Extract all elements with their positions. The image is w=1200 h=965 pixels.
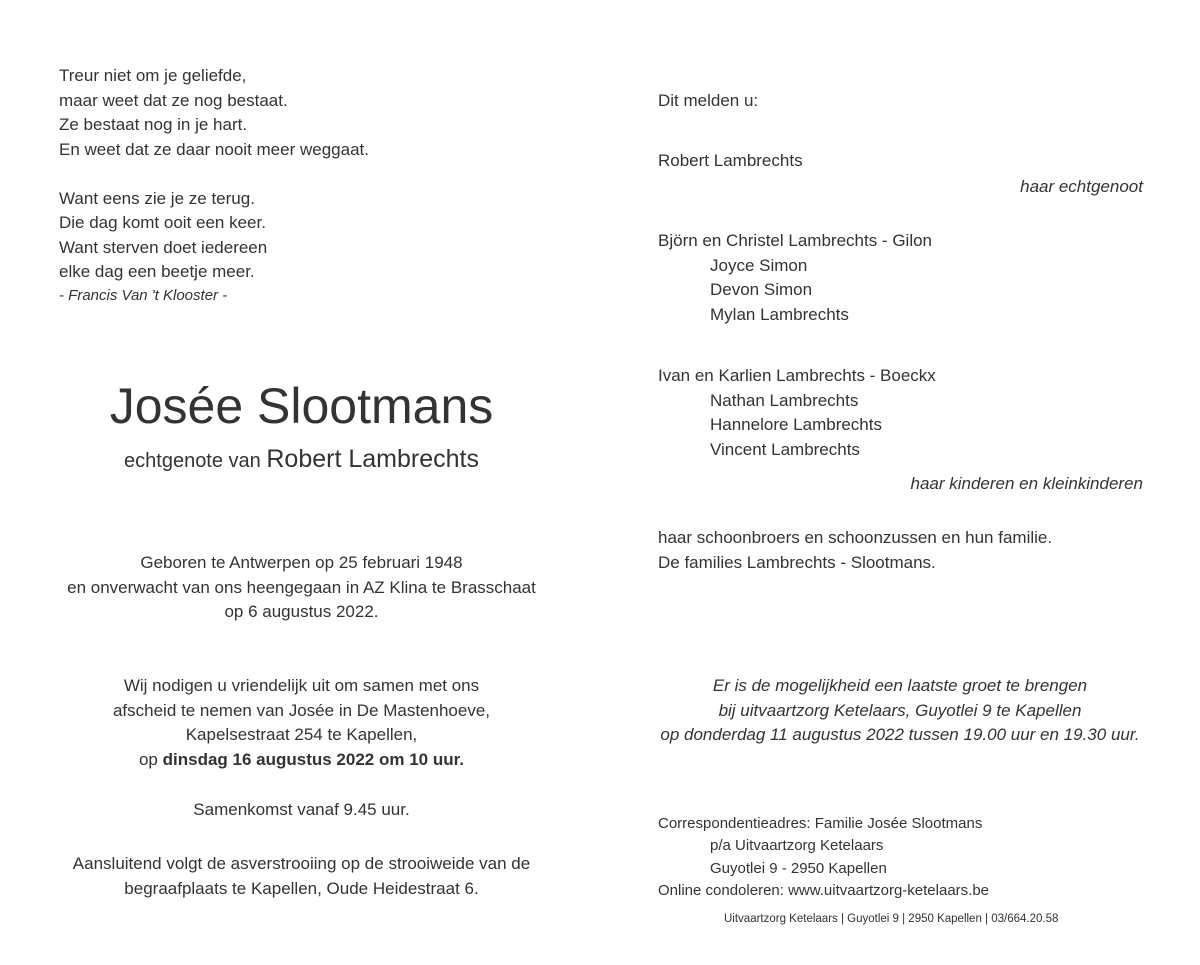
birth-death-line: en onverwacht van ons heengegaan in AZ Klina te Brasschaat [67,577,536,597]
other-family-line: De families Lambrechts - Slootmans. [658,552,936,572]
birth-death-line: op 6 augustus 2022. [224,602,379,621]
correspondence-name: Familie Josée Slootmans [814,815,983,832]
grandchild: Devon Simon [710,280,813,299]
correspondence-block [658,813,989,902]
correspondence-label: Correspondentieadres: [658,815,811,832]
grandchild: Nathan Lambrechts [710,390,859,410]
poem-line: Die dag komt ooit een keer. [59,213,266,232]
grandchild: Joyce Simon [710,255,808,275]
husband-role: haar echtgenoot [1020,177,1143,196]
scattering-line: begraafplaats te Kapellen, Oude Heidestraat 6. [124,878,479,898]
announcers-intro: Dit melden u: [658,91,759,110]
poem-author: - Francis Van 't Klooster - [59,286,228,304]
correspondence-line: p/a Uitvaartzorg Ketelaars [710,837,884,855]
online-url[interactable]: www.uitvaartzorg-ketelaars.be [788,881,990,899]
children-role: haar kinderen en kleinkinderen [910,474,1143,493]
spouse-prefix: echtgenote van [124,450,261,472]
grandchild: Mylan Lambrechts [710,304,849,324]
spouse-name: Robert Lambrechts [266,445,479,473]
poem-line: Treur niet om je geliefde, [59,66,247,85]
birth-death-block [0,551,603,625]
family-couple: Ivan en Karlien Lambrechts - Boeckx [658,366,936,385]
family-2 [658,364,936,462]
ceremony-date: dinsdag 16 augustus 2022 om 10 uur. [162,749,465,769]
visitation-line: Er is de mogelijkheid een laatste groet te brengen [712,676,1088,695]
invitation-line: afscheid te nemen van Josée in De Mastenhoeve, [112,700,491,720]
poem-line: En weet dat ze daar nooit meer weggaat. [59,139,369,159]
poem-line: Want eens zie je ze terug. [59,188,255,208]
family-couple: Björn en Christel Lambrechts - Gilon [658,231,933,250]
invitation-block [0,674,603,772]
poem-line: Want sterven doet iedereen [59,237,268,257]
poem-line: maar weet dat ze nog bestaat. [59,90,288,110]
spouse-line [0,443,603,477]
footer: Uitvaartzorg Ketelaars | Guyotlei 9 | 2950 Kapellen | 03/664.20.58 [724,913,1059,925]
visitation-line: bij uitvaartzorg Ketelaars, Guyotlei 9 te Kapellen [718,700,1082,720]
deceased-name: Josée Slootmans [109,378,494,434]
poem-line: elke dag een beetje meer. [59,262,255,281]
family-1 [658,229,932,327]
poem [59,64,369,307]
visitation-block [650,674,1150,748]
gathering-time: Samenkomst vanaf 9.45 uur. [193,800,410,819]
correspondence-line: Guyotlei 9 - 2950 Kapellen [710,859,887,877]
visitation-line: op donderdag 11 augustus 2022 tussen 19.00 uur en 19.30 uur. [660,725,1140,744]
poem-line: Ze bestaat nog in je hart. [59,115,248,134]
invitation-line: Wij nodigen u vriendelijk uit om samen met ons [123,676,480,695]
date-prefix: op [138,749,158,769]
husband-name: Robert Lambrechts [658,151,803,170]
other-family [658,526,1052,575]
invitation-date [0,748,603,773]
scattering-block [0,852,603,901]
online-label: Online condoleren: [658,881,784,899]
birth-death-line: Geboren te Antwerpen op 25 februari 1948 [140,553,463,572]
invitation-line: Kapelsestraat 254 te Kapellen, [185,725,418,744]
grandchild: Hannelore Lambrechts [710,415,882,434]
scattering-line: Aansluitend volgt de asverstrooiing op de strooiweide van de [72,854,531,873]
grandchild: Vincent Lambrechts [710,439,860,459]
other-family-line: haar schoonbroers en schoonzussen en hun familie. [658,528,1053,547]
